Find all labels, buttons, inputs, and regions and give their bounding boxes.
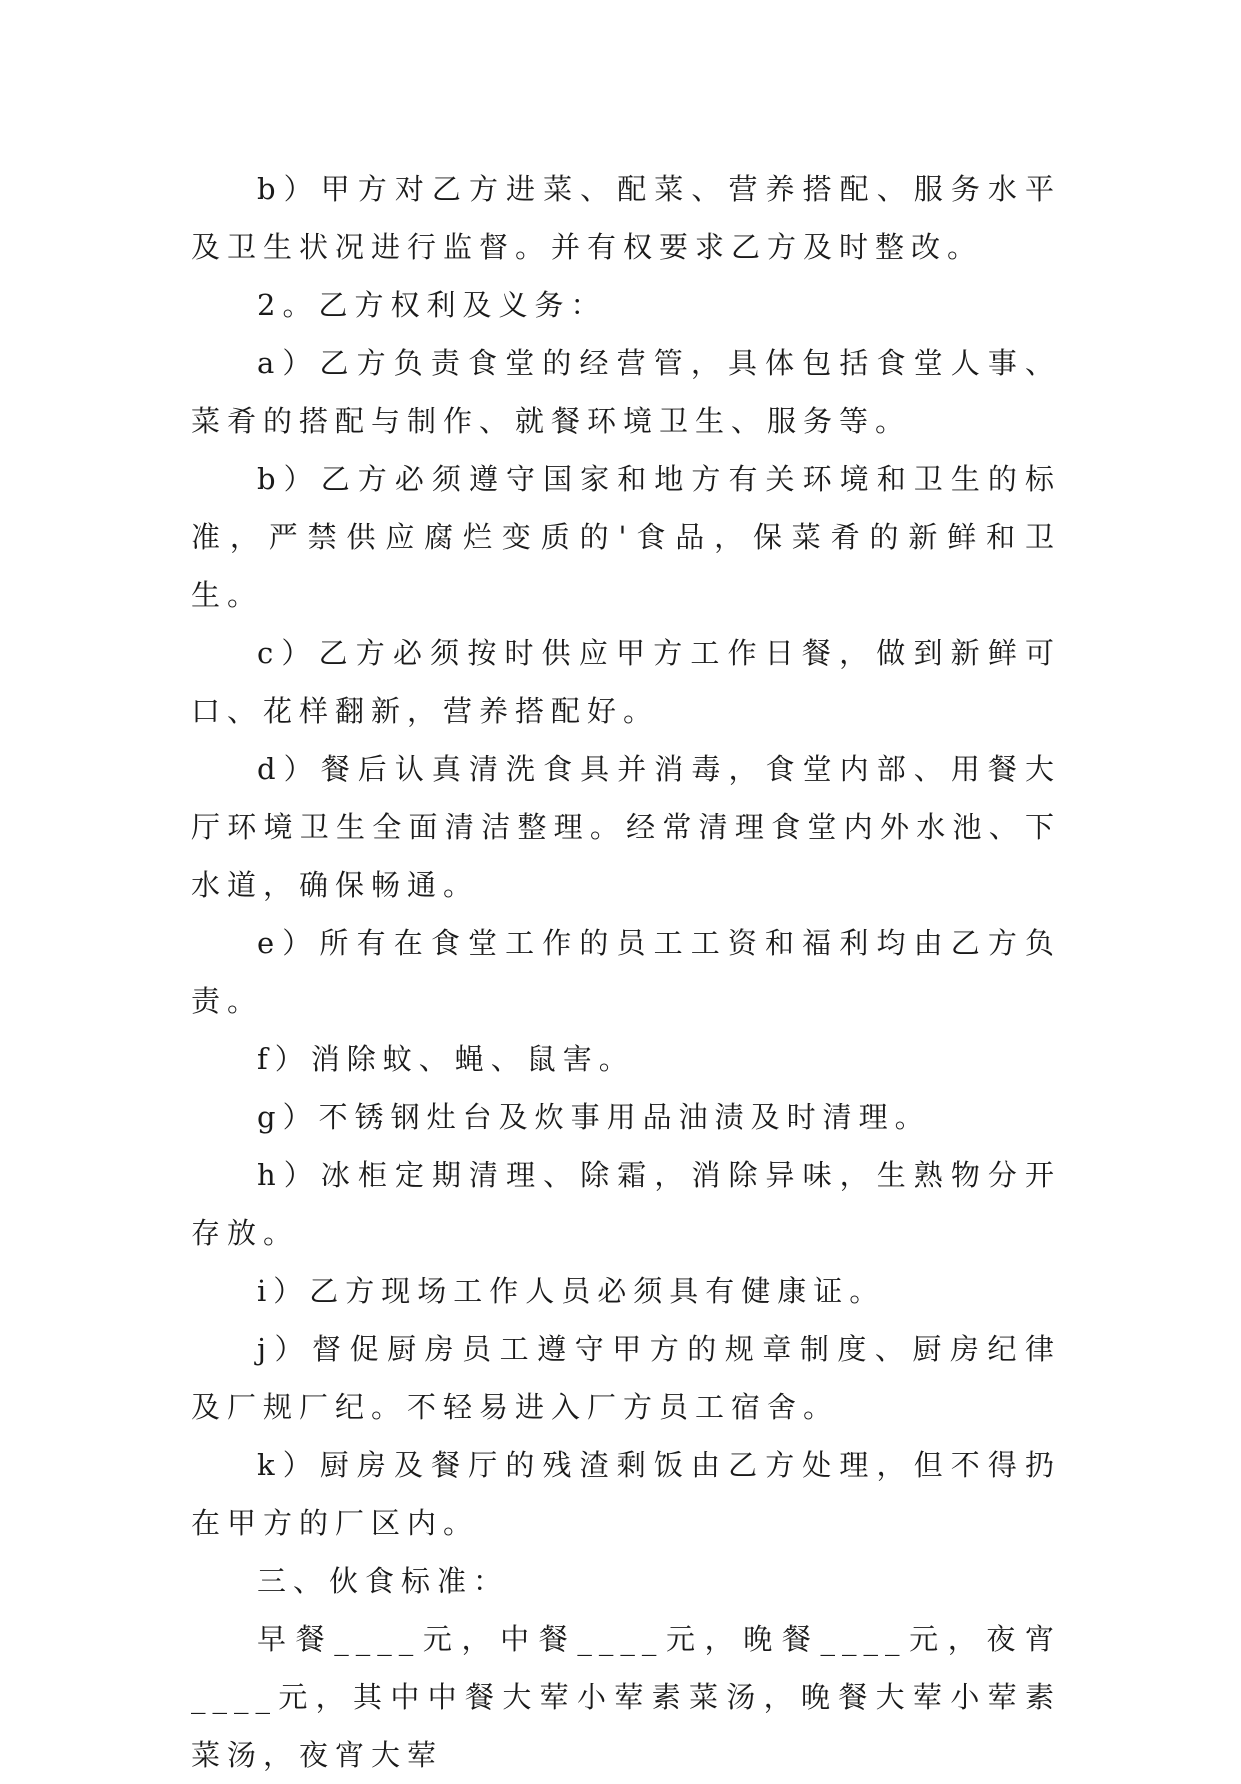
paragraph-g-stove: g）不锈钢灶台及炊事用品油渍及时清理。 — [257, 1100, 931, 1134]
paragraph-j-rules: j）督促厨房员工遵守甲方的规章制度、厨房纪律及厂规厂纪。不轻易进入厂方员工宿舍。 — [191, 1332, 1061, 1424]
paragraph-meal-prices: 早餐____元，中餐____元，晚餐____元，夜宵____元，其中中餐大荤小荤素菜汤，晚餐大荤小荤素菜汤，夜宵大荤 — [191, 1622, 1061, 1772]
paragraph-a-management: a）乙方负责食堂的经营管，具体包括食堂人事、菜肴的搭配与制作、就餐环境卫生、服务等。 — [191, 346, 1061, 438]
paragraph-b-hygiene-standards: b）乙方必须遵守国家和地方有关环境和卫生的标准，严禁供应腐烂变质的'食品，保菜肴的新鲜和卫生。 — [191, 462, 1061, 612]
paragraph-h-fridge: h）冰柜定期清理、除霜，消除异味，生熟物分开存放。 — [191, 1158, 1061, 1250]
paragraph-party-b-rights-heading: 2。乙方权利及义务： — [257, 288, 607, 322]
paragraph-k-waste: k）厨房及餐厅的残渣剩饭由乙方处理，但不得扔在甲方的厂区内。 — [191, 1448, 1061, 1540]
paragraph-i-health-cert: i）乙方现场工作人员必须具有健康证。 — [257, 1274, 886, 1308]
paragraph-c-meal-supply: c）乙方必须按时供应甲方工作日餐，做到新鲜可口、花样翻新，营养搭配好。 — [191, 636, 1061, 728]
paragraph-b-supervision: b）甲方对乙方进菜、配菜、营养搭配、服务水平及卫生状况进行监督。并有权要求乙方及时整改。 — [191, 172, 1061, 264]
section-heading-meal-standard: 三、伙食标准： — [257, 1564, 510, 1598]
paragraph-f-pests: f）消除蚊、蝇、鼠害。 — [257, 1042, 635, 1076]
paragraph-d-cleaning: d）餐后认真清洗食具并消毒，食堂内部、用餐大厅环境卫生全面清洁整理。经常清理食堂内外水池、下水道，确保畅通。 — [191, 752, 1061, 902]
document-body — [191, 160, 1061, 1784]
paragraph-e-wages: e）所有在食堂工作的员工工资和福利均由乙方负责。 — [191, 926, 1061, 1018]
